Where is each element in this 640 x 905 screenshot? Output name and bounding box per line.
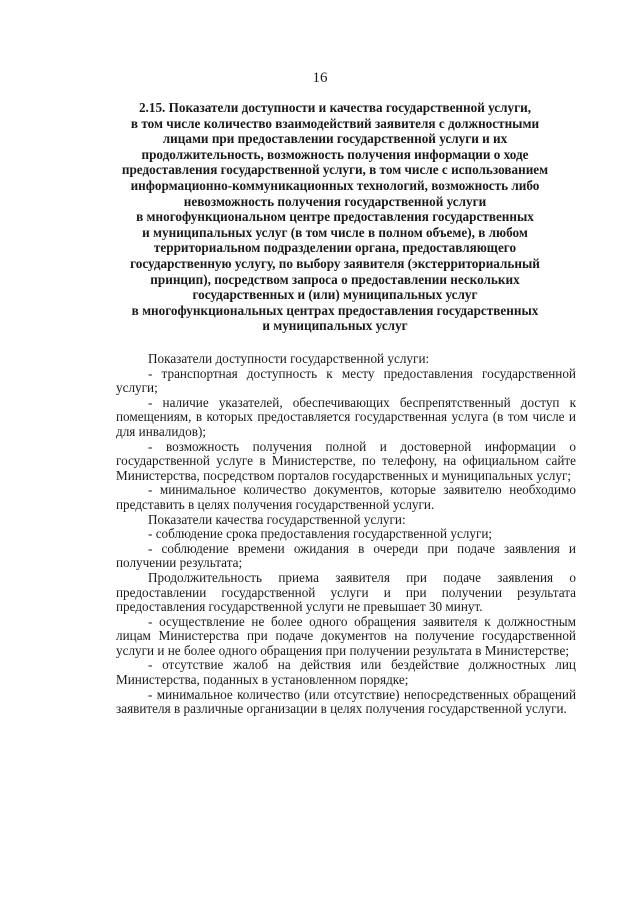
section-heading (100, 100, 570, 334)
paragraph: - транспортная доступность к месту предоставления государственной услуги; (116, 365, 576, 396)
heading-line: принцип), посредством запроса о предоставлении нескольких (150, 271, 520, 287)
paragraph: - минимальное количество (или отсутствие) непосредственных обращений заявителя в различные организации в целях получения государственной услуги. (116, 686, 576, 717)
heading-line: предоставления государственной услуги, в том числе с использованием (121, 162, 549, 178)
heading-line: невозможность получения государственной услуги (183, 193, 487, 209)
heading-line: и муниципальных услуг (в том числе в полном объеме), в любом (142, 224, 528, 240)
paragraph: - соблюдение срока предоставления государственной услуги; (148, 526, 493, 542)
paragraph: Показатели доступности государственной услуги: (148, 351, 430, 366)
heading-line: в многофункциональном центре предоставления государственных (136, 209, 534, 225)
heading-line: государственную услугу, по выбору заявителя (экстерриториальный (130, 255, 540, 271)
heading-line: лицами при предоставлении государственной услуги и их (162, 131, 508, 147)
heading-line: в том числе количество взаимодействий заявителя с должностными (130, 115, 540, 131)
paragraph: - отсутствие жалоб на действия или бездействие должностных лиц Министерства, поданных в установленном порядке; (116, 657, 576, 688)
heading-line: и муниципальных услуг (262, 318, 408, 334)
heading-line: в многофункциональных центрах предоставления государственных (131, 302, 539, 318)
page-number: 16 (312, 70, 328, 86)
heading-line: продолжительность, возможность получения информации о ходе (141, 146, 529, 162)
body-text (116, 352, 576, 717)
paragraph: - соблюдение времени ожидания в очереди при подаче заявления и получении результата; (116, 540, 576, 571)
paragraph: Показатели качества государственной услуги: (148, 511, 406, 527)
heading-line: информационно-коммуникационных технологий, возможность либо (130, 177, 540, 193)
paragraph: - возможность получения полной и достоверной информации о государственной услуге в Министерстве, по телефону, на официальном сайте Министерства, посредством порталов государственных и муниципальных услуг; (116, 438, 576, 483)
heading-line: 2.15. Показатели доступности и качества государственной услуги, (138, 100, 532, 115)
paragraph: - минимальное количество документов, которые заявителю необходимо представить в целях получения государственной услуги. (116, 482, 576, 512)
heading-line: государственных и (или) муниципальных услуг (192, 287, 478, 303)
paragraph: - наличие указателей, обеспечивающих беспрепятственный доступ к помещениям, в которых предоставляется государственная услуга (в том числе и для инвалидов); (116, 394, 576, 439)
paragraph: Продолжительность приема заявителя при подаче заявления о предоставлении государственной услуги и при получении результата предоставления государственной услуги не превышает 30 минут. (116, 569, 576, 615)
heading-line: территориальном подразделении органа, предоставляющего (153, 240, 517, 256)
paragraph: - осуществление не более одного обращения заявителя к должностным лицам Министерства при подаче документов на получение государственной услуги и не более одного обращения при получении результата в Министерстве; (116, 613, 576, 658)
